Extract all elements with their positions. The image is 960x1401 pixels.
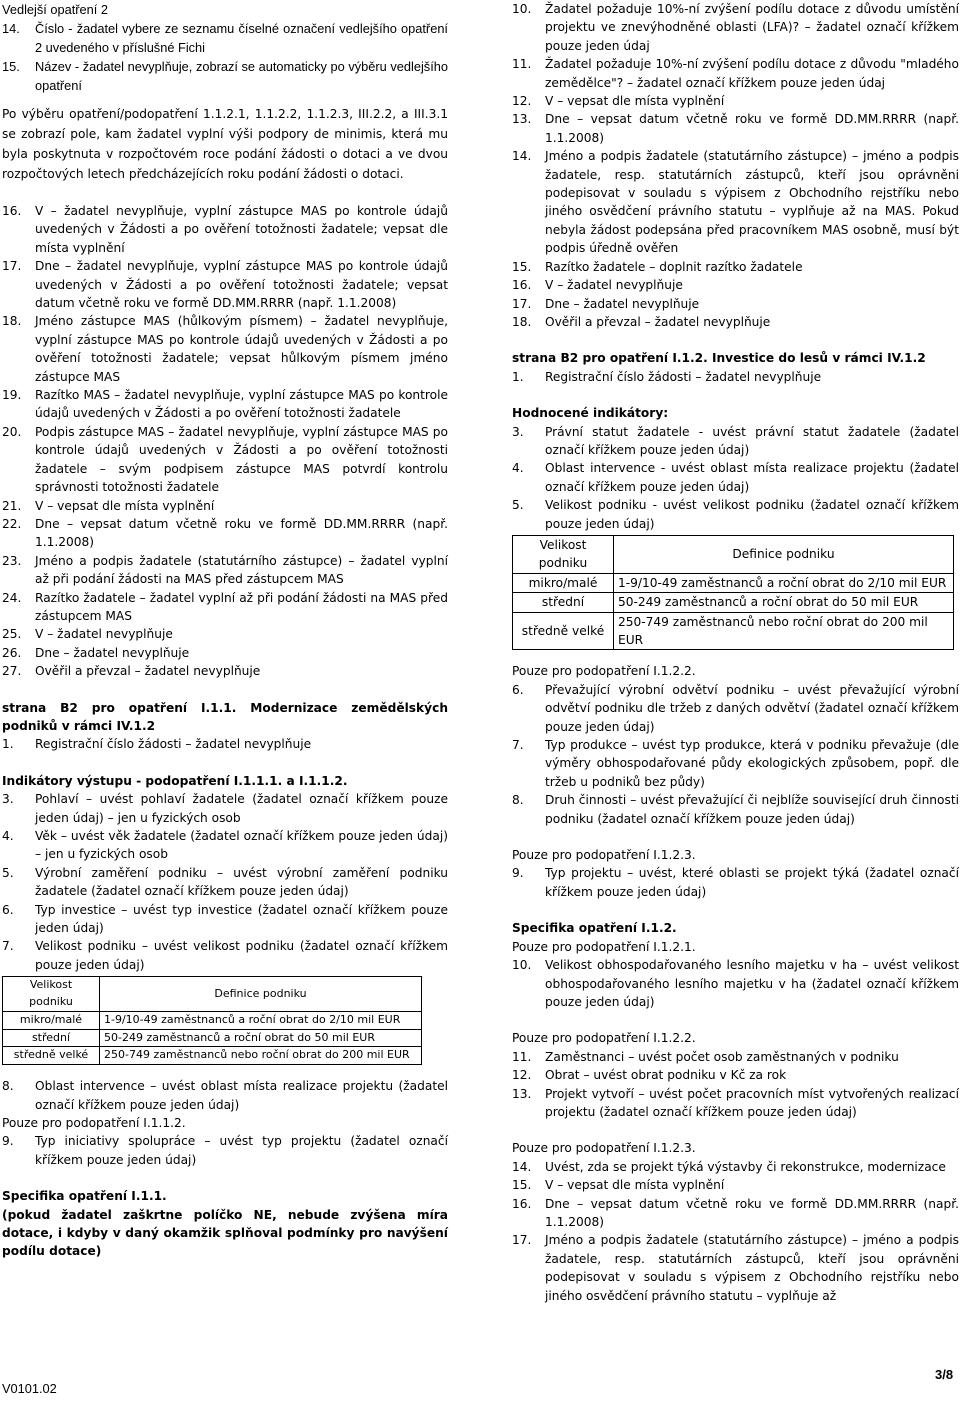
list-item-number: 14.	[512, 149, 532, 164]
table-cell-definition: 250-749 zaměstnanců nebo roční obrat do 200 mil EUR	[100, 1047, 422, 1065]
table-cell-size: mikro/malé	[3, 1011, 100, 1029]
table-row	[3, 1029, 422, 1047]
list-item-number: 12.	[512, 1068, 532, 1083]
list-item	[512, 496, 959, 533]
list-item-text: Žadatel požaduje 10%-ní zvýšení podílu dotace z důvodu umístění projektu ve znevýhodněné oblasti (LFA)? – žadatel označí křížkem pouze jeden údaj	[545, 2, 959, 53]
list-item-text: Žadatel požaduje 10%-ní zvýšení podílu dotace z důvodu "mladého zemědělce"? – žadatel označí křížkem pouze jeden údaj	[545, 57, 959, 90]
section-heading-b2-i12: strana B2 pro opatření I.1.2. Investice do lesů v rámci IV.1.2	[512, 351, 926, 366]
list-item-text: Zaměstnanci – uvést počet osob zaměstnaných v podniku	[545, 1049, 899, 1064]
list-item-text: Ověřil a převzal – žadatel nevyplňuje	[545, 314, 771, 329]
list-item-number: 13.	[512, 1086, 532, 1101]
list-item	[512, 1176, 959, 1194]
list-item	[512, 110, 959, 147]
table-row	[513, 593, 954, 612]
list-item-text: Typ investice – uvést typ investice (žadatel označí křížkem pouze jeden údaj)	[35, 902, 448, 936]
list-item	[512, 1231, 959, 1305]
list-item-number: 17.	[512, 296, 532, 311]
list-item-text: Pohlaví – uvést pohlaví žadatele (žadatel označí křížkem pouze jeden údaj) – jen u fyzických osob	[35, 792, 448, 825]
list-item	[512, 258, 959, 276]
left-column	[2, 0, 448, 1261]
table-header-definition: Definice podniku	[100, 977, 422, 1012]
only-for-subsection: Pouze pro podopatření I.1.2.2.	[512, 664, 696, 679]
list-item: 10. Velikost obhospodařovaného lesního majetku v ha – uvést velikost obhospodařovaného lesního majetku v ha (žadatel označí křížkem pouze jeden údaj)	[512, 958, 959, 1009]
list-item-text: Převažující výrobní odvětví podniku – uvést převažující výrobní odvětví podniku dle tržeb z daných odvětví (žadatel označí křížkem pouze jeden údaj)	[545, 682, 959, 734]
list-item	[2, 589, 448, 626]
list-item-text: Razítko žadatele – žadatel vyplní až při podání žádosti na MAS před zástupcem MAS	[35, 590, 448, 623]
list-item-number: 17.	[2, 259, 22, 274]
list-item-number: 17.	[512, 1233, 532, 1248]
list-item	[512, 55, 959, 92]
list-item-number: 14.	[512, 1159, 532, 1174]
list-item	[512, 791, 959, 828]
list-item-text: Právní statut žadatele - uvést právní statut žadatele (žadatel označí křížkem pouze jeden údaj)	[545, 424, 959, 457]
list-item-number: 16.	[512, 1196, 532, 1211]
list-item	[512, 1085, 959, 1122]
list-item-text: V – žadatel nevyplňuje, vyplní zástupce MAS po kontrole údajů uvedených v Žádosti a po ověření totožnosti žadatele; vepsat dle místa vyplnění	[35, 204, 448, 255]
list-item-text: Dne – vepsat datum včetně roku ve formě DD.MM.RRRR (např. 1.1.2008)	[35, 516, 448, 550]
table-row	[3, 1011, 422, 1029]
right-column	[512, 0, 959, 1305]
list-item-number: 26.	[2, 645, 22, 660]
list-item	[2, 257, 448, 312]
list-item	[2, 827, 448, 864]
table-header-row	[3, 977, 422, 1012]
right-items-d	[512, 1048, 959, 1122]
list-item-text: Razítko žadatele – doplnit razítko žadatele	[545, 259, 803, 274]
list-item	[512, 423, 959, 460]
right-items-c	[512, 681, 959, 828]
list-item	[2, 864, 448, 901]
list-item	[2, 644, 448, 662]
list-item	[512, 92, 959, 110]
section-heading-eval: Hodnocené indikátory:	[512, 406, 669, 421]
table-header-definition: Definice podniku	[614, 535, 954, 573]
list-item-number: 5.	[2, 865, 14, 880]
table-header-size: Velikost podniku	[513, 535, 614, 573]
table-cell-definition: 1-9/10-49 zaměstnanců a roční obrat do 2/10 mil EUR	[614, 573, 954, 592]
list-item-text: Projekt vytvoří – uvést počet pracovních míst vytvořených realizací projektu (žadatel označí křížkem pouze jeden údaj)	[545, 1086, 959, 1119]
list-item-number: 3.	[512, 424, 524, 439]
spec-note-i11: (pokud žadatel zaškrtne políčko NE, nebude zvýšena míra dotace, i kdyby v daný okamžik splňoval podmínky pro navýšení podílu dotace)	[2, 1207, 448, 1259]
section-heading-indicators: Indikátory výstupu - podopatření I.1.1.1. a I.1.1.2.	[2, 773, 348, 788]
right-items-a	[512, 0, 959, 331]
list-item-text: Podpis zástupce MAS – žadatel nevyplňuje, vyplní zástupce MAS po kontrole údajů uvedených v Žádosti a po ověření totožnosti žadatele – svým podpisem zástupce MAS potvrdí kontrolu správnosti totožnosti žadatele	[35, 424, 448, 495]
list-item-number: 16.	[512, 278, 532, 293]
list-item	[2, 625, 448, 643]
list-item-text: Obrat – uvést obrat podniku v Kč za rok	[545, 1068, 787, 1083]
intro-line: Vedlejší opatření 2	[2, 2, 109, 17]
list-item-number: 13.	[512, 112, 532, 127]
list-item-number: 12.	[512, 94, 532, 109]
list-item-number: 4.	[2, 829, 14, 843]
list-item-number: 7.	[2, 939, 14, 954]
list-item-text: Razítko MAS – žadatel nevyplňuje, vyplní zástupce MAS po kontrole údajů uvedených v Žádosti a po ověření totožnosti žadatele	[35, 388, 448, 421]
list-item-text: V – vepsat dle místa vyplnění	[545, 1178, 725, 1193]
list-item	[2, 386, 448, 423]
list-item	[512, 1158, 959, 1176]
list-item-text: Typ produkce – uvést typ produkce, která v podniku převažuje (dle výměry obhospodařované půdy ekologických způsobem, popř. dle tržeb u podniků bez půdy)	[545, 738, 959, 789]
table-row	[513, 573, 954, 592]
table-cell-size: střední	[513, 593, 614, 612]
list-item: 8. Oblast intervence – uvést oblast místa realizace projektu (žadatel označí křížkem pouze jeden údaj)	[2, 1079, 448, 1112]
list-item-number: 6.	[2, 902, 14, 917]
list-item-text: Dne – vepsat datum včetně roku ve formě DD.MM.RRRR (např. 1.1.2008)	[545, 1196, 959, 1229]
list-item-number: 19.	[2, 388, 22, 403]
list-item	[512, 681, 959, 736]
list-item-text: Oblast intervence - uvést oblast místa realizace projektu (žadatel označí křížkem pouze jeden údaj)	[545, 461, 959, 494]
only-for-subsection: Pouze pro podopatření I.1.2.1.	[512, 939, 696, 954]
list-item-number: 8.	[512, 793, 524, 808]
list-item-text: Dne – žadatel nevyplňuje	[35, 645, 190, 660]
list-item-text: V – žadatel nevyplňuje	[545, 278, 683, 293]
list-item-number: 5.	[512, 498, 524, 513]
page-number: 3/8	[935, 1367, 954, 1382]
list-item-text: Jméno zástupce MAS (hůlkovým písmem) – žadatel nevyplňuje, vyplní zástupce MAS po kontrole údajů uvedených v Žádosti a po ověření totožnosti žadatele; vepsat hůlkovým písmem jméno zástupce MAS	[35, 314, 448, 384]
list-item	[512, 459, 959, 496]
list-item-number: 24.	[2, 590, 22, 605]
list-item	[2, 937, 448, 974]
table-row	[3, 1047, 422, 1065]
list-item-number: 3.	[2, 792, 14, 807]
list-item-number: 6.	[512, 682, 524, 697]
list-item	[512, 1195, 959, 1232]
list-item-number: 7.	[512, 738, 524, 753]
list-item-number: 23.	[2, 553, 22, 568]
list-item-number: 20.	[2, 424, 22, 439]
list-item-text: Dne – žadatel nevyplňuje, vyplní zástupce MAS po kontrole údajů uvedených v Žádosti a po ověření totožnosti žadatele; vepsat datum včetně roku ve formě DD.MM.RRRR (např. 1.1.2008)	[35, 259, 448, 311]
list-item-text: V – vepsat dle místa vyplnění	[35, 498, 215, 513]
list-item	[2, 202, 448, 257]
list-item: 15. Název - žadatel nevyplňuje, zobrazí se automaticky po výběru vedlejšího opatření	[2, 59, 448, 93]
only-for-subsection: Pouze pro podopatření I.1.2.3.	[512, 1141, 696, 1156]
list-item	[2, 901, 448, 938]
list-item-number: 18.	[512, 314, 532, 329]
list-item-text: V – vepsat dle místa vyplnění	[545, 94, 725, 109]
list-item	[2, 790, 448, 827]
company-size-table	[512, 535, 954, 650]
table-cell-definition: 250-749 zaměstnanců nebo roční obrat do 200 mil EUR	[614, 612, 954, 650]
only-for-subsection: Pouze pro podopatření I.1.2.2.	[512, 1031, 696, 1046]
list-item	[512, 1066, 959, 1084]
table-header-size: Velikost podniku	[3, 977, 100, 1012]
list-item	[512, 0, 959, 55]
table-cell-definition: 50-249 zaměstnanců a roční obrat do 50 mil EUR	[614, 593, 954, 612]
list-item-text: Druh činnosti – uvést převažující či nejblíže související druh činnosti podniku (žadatel označí křížkem pouze jeden údaj)	[545, 793, 959, 826]
list-item	[2, 515, 448, 552]
list-item-text: Výrobní zaměření podniku – uvést výrobní zaměření podniku žadatele (žadatel označí křížkem pouze jeden údaj)	[35, 865, 448, 899]
company-size-table	[2, 976, 422, 1065]
list-item-text: Jméno a podpis žadatele (statutárního zástupce) – žadatel vyplní až při podání žádosti na MAS před zástupcem MAS	[35, 553, 448, 587]
right-items-b	[512, 423, 959, 533]
list-item-text: Ověřil a převzal – žadatel nevyplňuje	[35, 664, 261, 679]
list-item	[512, 313, 959, 331]
list-item	[2, 423, 448, 497]
list-item: 9. Typ iniciativy spolupráce – uvést typ projektu (žadatel označí křížkem pouze jeden údaj)	[2, 1134, 448, 1167]
only-for-subsection: Pouze pro podopatření I.1.2.3.	[512, 848, 696, 863]
list-item	[512, 147, 959, 257]
left-items-a	[2, 202, 448, 681]
list-item-number: 16.	[2, 204, 22, 218]
left-items-b	[2, 790, 448, 974]
list-item	[2, 497, 448, 515]
table-cell-size: mikro/malé	[513, 573, 614, 592]
list-item-text: Jméno a podpis žadatele (statutárního zástupce) – jméno a podpis žadatele, resp. statutárních zástupců, kteří jsou oprávněni podepisovat v souladu s výpisem z Obchodního rejstříku nebo jiného osvědčení právního statutu – vyplňuje až na MAS. Pokud nebyla žádost podepsána před pracovníkem MAS osobně, musí být podpis úředně ověřen	[545, 149, 959, 256]
spec-heading-i11: Specifika opatření I.1.1.	[2, 1189, 167, 1204]
list-item	[512, 276, 959, 294]
list-item	[512, 736, 959, 791]
list-item-number: 11.	[512, 1049, 532, 1064]
list-item	[2, 552, 448, 589]
table-cell-size: středně velké	[513, 612, 614, 650]
version-label: V0101.02	[2, 1381, 57, 1396]
list-item-text: Věk – uvést věk žadatele (žadatel označí křížkem pouze jeden údaj) – jen u fyzických osob	[35, 829, 448, 862]
section-heading-b2-i11: strana B2 pro opatření I.1.1. Modernizace zemědělských podniků v rámci IV.1.2	[2, 700, 448, 733]
only-for-subsection: Pouze pro podopatření I.1.1.2.	[2, 1116, 186, 1131]
table-cell-definition: 50-249 zaměstnanců a roční obrat do 50 mil EUR	[100, 1029, 422, 1047]
list-item: 14. Číslo - žadatel vybere ze seznamu číselné označení vedlejšího opatření 2 uvedeného v příslušné Fichi	[2, 21, 448, 55]
list-item: 1. Registrační číslo žádosti – žadatel nevyplňuje	[512, 369, 822, 384]
list-item-number: 11.	[512, 57, 532, 72]
list-item-text: Jméno a podpis žadatele (statutárního zástupce) – jméno a podpis žadatele, resp. statutárních zástupců, kteří jsou oprávněni podepisovat v souladu s výpisem z Obchodního rejstříku nebo jiného osvědčení právního statutu – vyplňuje až	[545, 1233, 959, 1303]
list-item-number: 22.	[2, 516, 22, 531]
list-item-number: 4.	[512, 461, 524, 476]
table-cell-size: střední	[3, 1029, 100, 1047]
list-item-text: Velikost podniku - uvést velikost podniku (žadatel označí křížkem pouze jeden údaj)	[545, 498, 959, 531]
list-item-number: 15.	[512, 1178, 532, 1193]
list-item	[2, 662, 448, 680]
list-item	[2, 312, 448, 386]
de-minimis-paragraph: Po výběru opatření/podopatření 1.1.2.1, 1.1.2.2, 1.1.2.3, III.2.2, a III.3.1 se zobrazí pole, kam žadatel vyplní výši podpory de minimis, která mu byla poskytnuta v rozpočtovém roce podání žádosti o dotaci a ve dvou rozpočtových letech předcházejících roku podání žádosti o dotaci.	[2, 107, 448, 181]
list-item-text: Uvést, zda se projekt týká výstavby či rekonstrukce, modernizace	[545, 1159, 946, 1174]
list-item	[512, 295, 959, 313]
list-item-number: 27.	[2, 664, 22, 679]
list-item-text: V – žadatel nevyplňuje	[35, 627, 173, 642]
table-cell-size: středně velké	[3, 1047, 100, 1065]
right-items-e	[512, 1158, 959, 1305]
table-cell-definition: 1-9/10-49 zaměstnanců a roční obrat do 2/10 mil EUR	[100, 1011, 422, 1029]
list-item-number: 25.	[2, 627, 22, 642]
list-item-number: 10.	[512, 2, 532, 16]
list-item	[512, 1048, 959, 1066]
list-item-number: 15.	[512, 259, 532, 274]
list-item-text: Dne – vepsat datum včetně roku ve formě DD.MM.RRRR (např. 1.1.2008)	[545, 112, 959, 145]
table-row	[513, 612, 954, 650]
intro-block	[2, 0, 448, 95]
spec-heading-i12: Specifika opatření I.1.2.	[512, 921, 677, 936]
list-item-text: Velikost podniku – uvést velikost podniku (žadatel označí křížkem pouze jeden údaj)	[35, 939, 448, 972]
list-item: 1. Registrační číslo žádosti – žadatel nevyplňuje	[2, 737, 312, 752]
table-header-row	[513, 535, 954, 573]
list-item-number: 18.	[2, 314, 22, 329]
list-item-number: 21.	[2, 498, 22, 513]
list-item: 9. Typ projektu – uvést, které oblasti se projekt týká (žadatel označí křížkem pouze jeden údaj)	[512, 866, 959, 899]
list-item-text: Dne – žadatel nevyplňuje	[545, 296, 700, 311]
